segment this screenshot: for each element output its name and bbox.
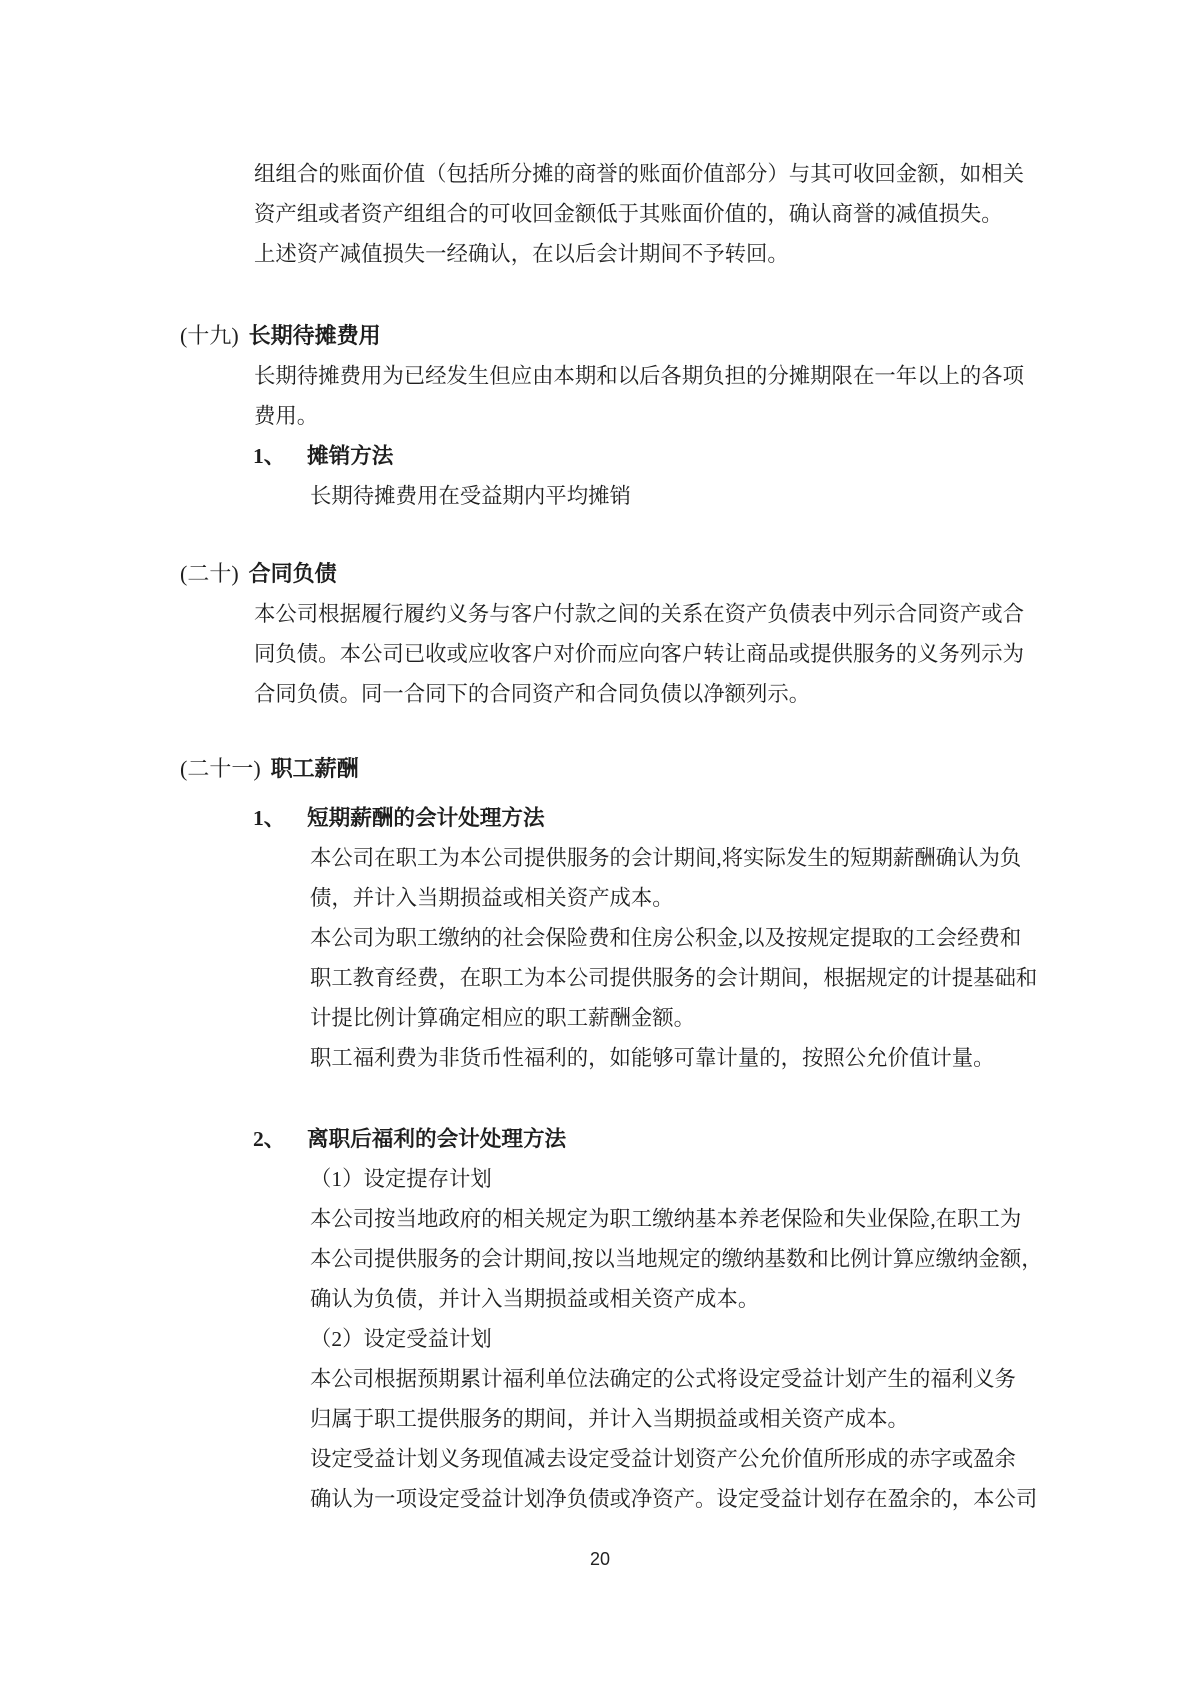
item-body [310, 1159, 1043, 1519]
section-label: (十九) [180, 323, 239, 348]
paragraph-line: 确认为负债，并计入当期损益或相关资产成本。 [310, 1287, 760, 1311]
intro-paragraph [254, 154, 1034, 274]
paragraph-line: （2）设定受益计划 [310, 1327, 492, 1351]
section-title: 合同负债 [248, 561, 337, 586]
section-label: (二十一) [180, 756, 261, 781]
paragraph-line: 本公司按当地政府的相关规定为职工缴纳基本养老保险和失业保险,在职工为 [310, 1207, 1022, 1231]
item-title: 离职后福利的会计处理方法 [307, 1127, 567, 1151]
paragraph-line: 长期待摊费用在受益期内平均摊销 [310, 484, 631, 508]
item-body [310, 838, 1040, 1078]
paragraph-line: 本公司根据预期累计福利单位法确定的公式将设定受益计划产生的福利义务 [310, 1367, 1016, 1391]
paragraph-line: 设定受益计划义务现值减去设定受益计划资产公允价值所形成的赤字或盈余 [310, 1447, 1016, 1471]
section-header-20 [0, 554, 1200, 594]
paragraph-line: 合同负债。同一合同下的合同资产和合同负债以净额列示。 [254, 682, 811, 706]
item-header [0, 798, 1200, 838]
item-number: 1、 [253, 806, 286, 830]
paragraph-line: 本公司提供服务的会计期间,按以当地规定的缴纳基数和比例计算应缴纳金额， [310, 1247, 1043, 1271]
page-number: 20 [589, 1549, 611, 1569]
paragraph-line: （1）设定提存计划 [310, 1167, 492, 1191]
paragraph-line: 费用。 [254, 404, 319, 428]
paragraph-line: 本公司为职工缴纳的社会保险费和住房公积金,以及按规定提取的工会经费和 [310, 926, 1022, 950]
paragraph-line: 归属于职工提供服务的期间，并计入当期损益或相关资产成本。 [310, 1407, 909, 1431]
paragraph-line: 确认为一项设定受益计划净负债或净资产。设定受益计划存在盈余的，本公司 [310, 1487, 1038, 1511]
section-header-19 [0, 316, 1200, 356]
item-body [310, 476, 1040, 516]
paragraph-line: 资产组或者资产组组合的可收回金额低于其账面价值的，确认商誉的减值损失。 [254, 202, 1003, 226]
paragraph-line: 组组合的账面价值（包括所分摊的商誉的账面价值部分）与其可收回金额，如相关 [254, 162, 1025, 186]
item-number: 2、 [253, 1127, 286, 1151]
paragraph-line: 职工福利费为非货币性福利的，如能够可靠计量的，按照公允价值计量。 [310, 1046, 995, 1070]
paragraph-line: 本公司根据履行履约义务与客户付款之间的关系在资产负债表中列示合同资产或合 [254, 602, 1025, 626]
section-title: 职工薪酬 [270, 756, 359, 781]
item-header [0, 1119, 1200, 1159]
paragraph-line: 上述资产减值损失一经确认，在以后会计期间不予转回。 [254, 242, 789, 266]
item-header [0, 436, 1200, 476]
section-20-body [254, 594, 1034, 714]
paragraph-line: 同负债。本公司已收或应收客户对价而应向客户转让商品或提供服务的义务列示为 [254, 642, 1025, 666]
section-header-21 [0, 749, 1200, 789]
paragraph-line: 债，并计入当期损益或相关资产成本。 [310, 886, 674, 910]
section-title: 长期待摊费用 [248, 323, 381, 348]
section-label: (二十) [180, 561, 239, 586]
item-title: 短期薪酬的会计处理方法 [307, 806, 545, 830]
paragraph-line: 计提比例计算确定相应的职工薪酬金额。 [310, 1006, 696, 1030]
section-19-body [254, 356, 1034, 436]
item-title: 摊销方法 [307, 444, 394, 468]
paragraph-line: 长期待摊费用为已经发生但应由本期和以后各期负担的分摊期限在一年以上的各项 [254, 364, 1025, 388]
paragraph-line: 职工教育经费，在职工为本公司提供服务的会计期间，根据规定的计提基础和 [310, 966, 1038, 990]
item-number: 1、 [253, 444, 286, 468]
paragraph-line: 本公司在职工为本公司提供服务的会计期间,将实际发生的短期薪酬确认为负 [310, 846, 1022, 870]
